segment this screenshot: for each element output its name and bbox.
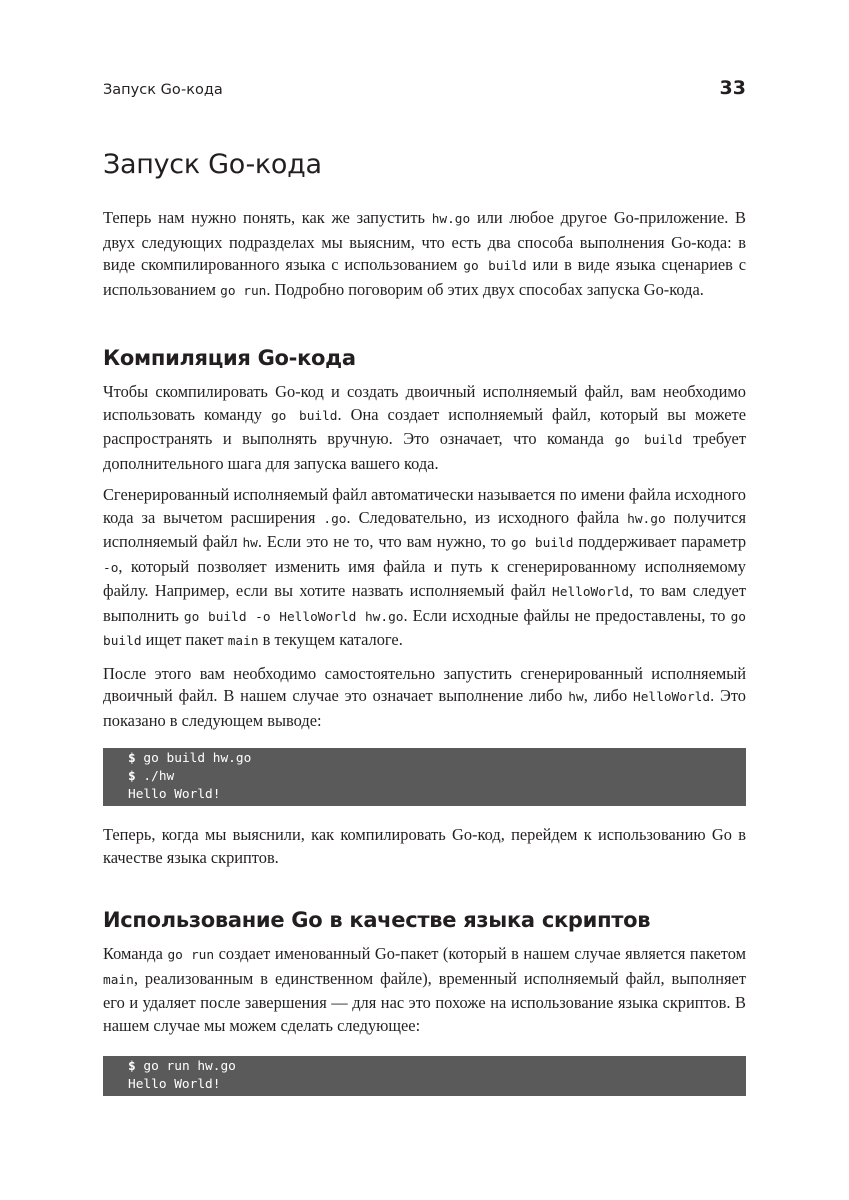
code-line [128, 768, 746, 786]
text-run: получится исполняемый файл [103, 507, 746, 551]
inline-code: go build [103, 609, 746, 649]
code-block-run [103, 1056, 746, 1096]
text-run: Чтобы скомпилировать Go-код и создать двоичный исполняемый файл, вам необходимо использовать команду [103, 382, 746, 424]
text-run: . Она создает исполняемый файл, который вы можете распространять и выполнять вручную. Это означает, что команда [103, 404, 746, 448]
text-run: в текущем каталоге. [258, 630, 403, 649]
script-paragraph [103, 943, 746, 1037]
text-run: ищет пакет [141, 630, 228, 649]
running-header [103, 77, 746, 102]
text-run: , то вам следует выполнить [103, 581, 746, 625]
inline-code: go run [167, 948, 215, 963]
text-run: или в виде языка сценариев с использованием [103, 255, 746, 299]
inline-code: go build [510, 536, 574, 551]
inline-code: HelloWorld [552, 585, 630, 600]
code-text: go run hw.go [135, 1059, 236, 1074]
inline-code: hw.go [627, 511, 666, 527]
inline-code: main [227, 634, 259, 649]
inline-code: go build [614, 433, 683, 448]
code-line [128, 750, 746, 768]
inline-code: go build [270, 408, 338, 424]
text-run: , либо [583, 686, 634, 705]
code-block-build [103, 748, 746, 806]
page-number: 33 [719, 77, 746, 99]
inline-code: -o [103, 560, 119, 576]
inline-code: hw [242, 536, 258, 551]
section-title: Запуск Go-кода [103, 149, 322, 180]
code-text: Hello World! [128, 787, 221, 802]
text-run: Сгенерированный исполняемый файл автоматически называется по имени файла исходного кода за вычетом расширения [103, 485, 746, 527]
text-run: Теперь, когда мы выяснили, как компилировать Go-код, перейдем к использованию Go в качестве языка скриптов. [103, 825, 746, 867]
text-run: поддерживает параметр [573, 532, 747, 551]
running-title: Запуск Go-кода [103, 82, 223, 98]
text-run: или любое другое Go-приложение. В двух следующих подразделах мы выясним, что есть два способа выполнения Go-кода: в виде скомпилированного языка с использованием [103, 208, 746, 274]
text-run: , реализованным в единственном файле), временный исполняемый файл, выполняет его и удаляет после завершения — для нас это похоже на использование языка скриптов. В нашем случае мы можем сделать следующее: [103, 968, 746, 1035]
page-content [103, 144, 746, 1114]
shell-prompt: $ [128, 1059, 136, 1074]
compile-paragraph-1 [103, 381, 746, 475]
inline-code: go run [220, 283, 267, 299]
text-run: , который позволяет изменить имя файла и путь к сгенерированному исполняемому файлу. Например, если вы хотите назвать исполняемый файл [103, 556, 746, 600]
compile-paragraph-2 [103, 484, 746, 654]
text-run: . Если это не то, что вам нужно, то [257, 532, 511, 551]
inline-code: go build [463, 259, 527, 274]
subsection-title-compile: Компиляция Go-кода [103, 346, 356, 370]
inline-code: hw.go [431, 212, 471, 227]
intro-paragraph [103, 207, 746, 303]
text-run: . Если исходные файлы не предоставлены, то [403, 605, 731, 625]
code-line [128, 786, 746, 804]
text-run: создает именованный Go-пакет (который в нашем случае является пакетом [214, 944, 746, 963]
text-run: . Подробно поговорим об этих двух способах запуска Go-кода. [266, 279, 704, 299]
inline-code: HelloWorld [633, 690, 711, 705]
text-run: Команда [103, 944, 168, 963]
inline-code: .go [323, 511, 347, 527]
text-run: . Это показано в следующем выводе: [103, 686, 746, 730]
shell-prompt: $ [128, 769, 136, 784]
subsection-title-script: Использование Go в качестве языка скриптов [103, 908, 651, 932]
text-run: требует дополнительного шага для запуска вашего кода. [103, 429, 746, 473]
text-run: . Следовательно, из исходного файла [346, 507, 628, 527]
code-text: ./hw [135, 769, 175, 784]
compile-after-paragraph [103, 824, 746, 869]
text-run: Теперь нам нужно понять, как же запустить [103, 208, 432, 227]
inline-code: go build -o HelloWorld hw.go [183, 609, 404, 625]
text-run: После этого вам необходимо самостоятельно запустить сгенерированный исполняемый двоичный файл. В нашем случае это означает выполнение либо [103, 663, 746, 705]
code-line [128, 1058, 746, 1076]
inline-code: hw [568, 690, 584, 705]
compile-paragraph-3 [103, 663, 746, 733]
shell-prompt: $ [128, 751, 136, 766]
code-text: go build hw.go [135, 751, 252, 766]
inline-code: main [103, 972, 134, 988]
code-line [128, 1076, 746, 1094]
code-text: Hello World! [128, 1077, 221, 1092]
